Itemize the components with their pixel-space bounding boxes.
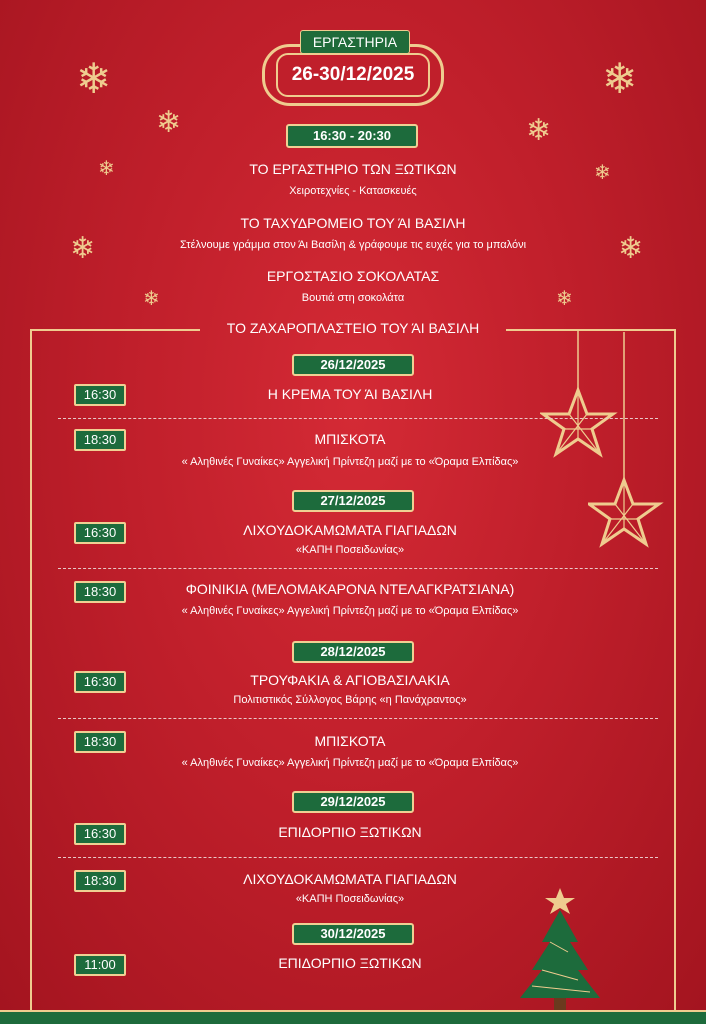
snowflake-icon: ❄: [526, 113, 552, 148]
date-badge: 26/12/2025: [292, 354, 414, 376]
christmas-tree-icon: [508, 886, 612, 1012]
snowflake-icon: ❄: [156, 105, 182, 140]
time-badge: 16:30: [74, 384, 126, 406]
event-title: ΦΟΙΝΙΚΙΑ (ΜΕΛΟΜΑΚΑΡΟΝΑ ΝΤΕΛΑΓΚΡΑΤΣΙΑΝΑ): [185, 581, 515, 597]
workshop-title: ΤΟ ΤΑΧΥΔΡΟΜΕΙΟ ΤΟΥ ΆΙ ΒΑΣΙΛΗ: [240, 215, 466, 231]
event-title: ΜΠΙΣΚΟΤΑ: [314, 733, 386, 749]
frame-right: [674, 329, 676, 1011]
event-title: ΕΠΙΔΟΡΠΙΟ ΞΩΤΙΚΩΝ: [278, 955, 422, 971]
frame-left: [30, 329, 32, 1011]
section-title: ΤΟ ΖΑΧΑΡΟΠΛΑΣΤΕΙΟ ΤΟΥ ΆΙ ΒΑΣΙΛΗ: [226, 320, 480, 336]
date-badge: 30/12/2025: [292, 923, 414, 945]
date-badge: 27/12/2025: [292, 490, 414, 512]
divider: [58, 418, 658, 419]
snowflake-icon: ❄: [602, 54, 638, 103]
divider: [58, 568, 658, 569]
star-ornament-icon: [588, 332, 664, 550]
time-badge: 16:30: [74, 522, 126, 544]
event-title: ΤΡΟΥΦΑΚΙΑ & ΑΓΙΟΒΑΣΙΛΑΚΙΑ: [250, 672, 450, 688]
event-subtitle: «ΚΑΠΗ Ποσειδωνίας»: [295, 893, 405, 905]
divider: [58, 857, 658, 858]
snowflake-icon: ❄: [618, 231, 644, 266]
event-title: ΕΠΙΔΟΡΠΙΟ ΞΩΤΙΚΩΝ: [278, 824, 422, 840]
hours-badge: 16:30 - 20:30: [286, 124, 418, 148]
ribbon-label: ΕΡΓΑΣΤΗΡΙΑ: [300, 30, 410, 54]
time-badge: 16:30: [74, 823, 126, 845]
event-subtitle: « Αληθινές Γυναίκες» Αγγελική Πρίντεζη μαζί με το «Όραμα Ελπίδας»: [181, 757, 519, 769]
event-title: ΛΙΧΟΥΔΟΚΑΜΩΜΑΤΑ ΓΙΑΓΙΑΔΩΝ: [243, 522, 457, 538]
time-badge: 18:30: [74, 731, 126, 753]
snowflake-icon: ❄: [594, 160, 611, 184]
snowflake-icon: ❄: [98, 156, 115, 180]
snowflake-icon: ❄: [556, 286, 573, 310]
bottom-bar: [0, 1010, 706, 1024]
time-badge: 18:30: [74, 870, 126, 892]
date-badge: 29/12/2025: [292, 791, 414, 813]
event-subtitle: Πολιτιστικός Σύλλογος Βάρης «η Πανάχραντος»: [233, 694, 467, 706]
workshop-subtitle: Στέλνουμε γράμμα στον Άι Βασίλη & γράφουμε τις ευχές για το μπαλόνι: [179, 239, 527, 251]
header-badge: [258, 30, 450, 114]
workshop-title: ΤΟ ΕΡΓΑΣΤΗΡΙΟ ΤΩΝ ΞΩΤΙΚΩΝ: [249, 161, 457, 177]
workshop-subtitle: Βουτιά στη σοκολάτα: [301, 292, 405, 304]
workshop-title: ΕΡΓΟΣΤΑΣΙΟ ΣΟΚΟΛΑΤΑΣ: [266, 268, 440, 284]
date-badge: 28/12/2025: [292, 641, 414, 663]
snowflake-icon: ❄: [76, 54, 112, 103]
event-title: ΛΙΧΟΥΔΟΚΑΜΩΜΑΤΑ ΓΙΑΓΙΑΔΩΝ: [243, 871, 457, 887]
time-badge: 18:30: [74, 581, 126, 603]
frame-top-left: [30, 329, 200, 331]
event-title: Η ΚΡΕΜΑ ΤΟΥ ΆΙ ΒΑΣΙΛΗ: [267, 386, 433, 402]
time-badge: 18:30: [74, 429, 126, 451]
event-title: ΜΠΙΣΚΟΤΑ: [314, 431, 386, 447]
event-dates: 26-30/12/2025: [291, 64, 415, 85]
snowflake-icon: ❄: [143, 286, 160, 310]
event-subtitle: « Αληθινές Γυναίκες» Αγγελική Πρίντεζη μαζί με το «Όραμα Ελπίδας»: [181, 605, 519, 617]
divider: [58, 718, 658, 719]
event-subtitle: « Αληθινές Γυναίκες» Αγγελική Πρίντεζη μαζί με το «Όραμα Ελπίδας»: [181, 456, 519, 468]
time-badge: 16:30: [74, 671, 126, 693]
snowflake-icon: ❄: [70, 231, 96, 266]
workshop-subtitle: Χειροτεχνίες - Κατασκευές: [289, 185, 417, 197]
event-subtitle: «ΚΑΠΗ Ποσειδωνίας»: [295, 544, 405, 556]
time-badge: 11:00: [74, 954, 126, 976]
